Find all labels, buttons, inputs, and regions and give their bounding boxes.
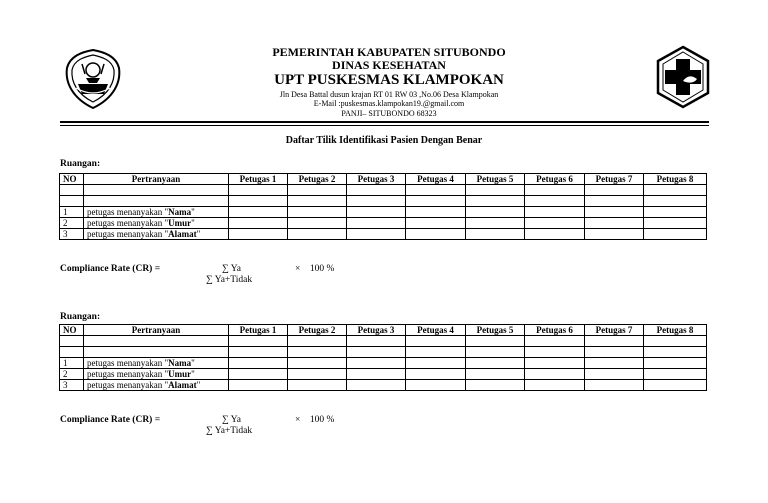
column-header: Petugas 7: [585, 174, 644, 185]
header-government: PEMERINTAH KABUPATEN SITUBONDO: [272, 45, 506, 59]
row-number: 2: [60, 369, 84, 380]
column-header: Petugas 6: [525, 325, 585, 336]
table-row: [60, 380, 707, 391]
header-email: E-Mail :puskesmas.klampokan19.@gmail.com: [313, 99, 465, 108]
question-cell: petugas menanyakan "Nama": [84, 358, 229, 369]
header-department: DINAS KESEHATAN: [332, 58, 446, 72]
checklist-table: [59, 324, 707, 391]
column-header: Petugas 2: [288, 174, 347, 185]
compliance-rate-numerator: ∑ Ya: [222, 415, 241, 425]
compliance-rate-multiplier: × 100 %: [295, 415, 335, 425]
document-title: Daftar Tilik Identifikasi Pasien Dengan Benar: [285, 135, 483, 146]
compliance-rate-label: Compliance Rate (CR) =: [60, 264, 161, 274]
column-header: NO: [60, 325, 84, 336]
column-header: Petugas 8: [644, 174, 707, 185]
regency-emblem-icon: [64, 48, 122, 110]
column-header: NO: [60, 174, 84, 185]
question-cell: petugas menanyakan "Nama": [84, 207, 229, 218]
row-number: 1: [60, 207, 84, 218]
puskesmas-logo-icon: [655, 45, 711, 109]
column-header: Petugas 3: [347, 174, 406, 185]
table-row: [60, 207, 707, 218]
row-number: 1: [60, 358, 84, 369]
column-header: Petugas 5: [466, 174, 525, 185]
ruangan-label: Ruangan:: [60, 312, 101, 322]
column-header: Petugas 2: [288, 325, 347, 336]
header-institution: UPT PUSKESMAS KLAMPOKAN: [274, 72, 504, 88]
question-cell: petugas menanyakan "Alamat": [84, 229, 229, 240]
compliance-rate-denominator: ∑ Ya+Tidak: [206, 275, 253, 285]
ruangan-label: Ruangan:: [60, 159, 101, 169]
row-number: 3: [60, 229, 84, 240]
table-row: [60, 358, 707, 369]
column-header: Petugas 1: [229, 325, 288, 336]
table-row: [60, 229, 707, 240]
column-header: Petugas 3: [347, 325, 406, 336]
column-header: Pertranyaan: [84, 325, 229, 336]
column-header: Petugas 5: [466, 325, 525, 336]
compliance-rate-label: Compliance Rate (CR) =: [60, 415, 161, 425]
compliance-rate-denominator: ∑ Ya+Tidak: [206, 426, 253, 436]
checklist-table: [59, 173, 707, 240]
table-header-row: [60, 174, 707, 185]
question-cell: petugas menanyakan "Alamat": [84, 380, 229, 391]
header-rule-thick: [60, 121, 709, 123]
column-header: Petugas 7: [585, 325, 644, 336]
header-city: PANJI– SITUBONDO 68323: [341, 109, 437, 118]
row-number: 2: [60, 218, 84, 229]
header-rule-thin: [60, 125, 709, 126]
compliance-rate-multiplier: × 100 %: [295, 264, 335, 274]
column-header: Petugas 1: [229, 174, 288, 185]
question-cell: petugas menanyakan "Umur": [84, 369, 229, 380]
column-header: Petugas 6: [525, 174, 585, 185]
table-header-row: [60, 325, 707, 336]
column-header: Petugas 4: [406, 325, 466, 336]
table-row: [60, 185, 707, 196]
question-cell: petugas menanyakan "Umur": [84, 218, 229, 229]
header-address: Jln Desa Battal dusun krajan RT 01 RW 03 ,No.06 Desa Klampokan: [279, 90, 499, 99]
table-row: [60, 347, 707, 358]
table-row: [60, 336, 707, 347]
table-row: [60, 218, 707, 229]
table-row: [60, 369, 707, 380]
table-row: [60, 196, 707, 207]
row-number: 3: [60, 380, 84, 391]
column-header: Petugas 4: [406, 174, 466, 185]
column-header: Pertranyaan: [84, 174, 229, 185]
column-header: Petugas 8: [644, 325, 707, 336]
compliance-rate-numerator: ∑ Ya: [222, 264, 241, 274]
